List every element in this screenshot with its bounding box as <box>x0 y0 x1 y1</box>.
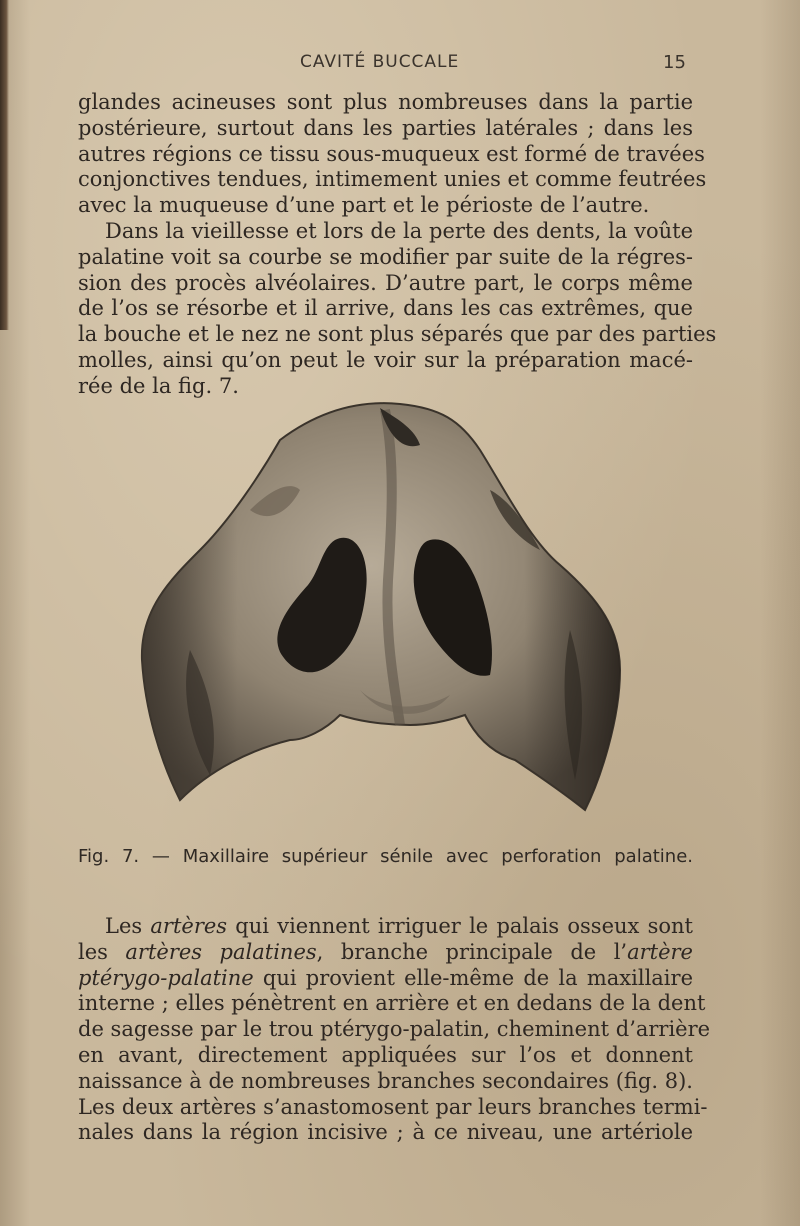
italic-term: artères palatines <box>125 939 317 964</box>
text-run: les <box>78 939 126 964</box>
running-head <box>0 52 800 82</box>
page-number: 15 <box>663 52 686 73</box>
text-line <box>78 914 693 940</box>
senile-maxilla-illustration <box>130 390 630 825</box>
text-line: palatine voit sa courbe se modifier par suite de la régres- <box>78 244 693 269</box>
text-line: conjonctives tendues, intimement unies et comme feutrées <box>78 167 707 192</box>
text-line: molles, ainsi qu’on peut le voir sur la préparation macé- <box>78 347 693 372</box>
book-binding-shadow <box>0 0 9 330</box>
italic-term: artères <box>150 914 228 938</box>
text-line: la bouche et le nez ne sont plus séparés que par des parties <box>78 322 717 347</box>
paragraph-3 <box>78 914 711 1146</box>
figure-maxilla-image <box>130 390 630 825</box>
text-line: autres régions ce tissu sous-muqueux est formé de travées <box>78 141 705 166</box>
text-line <box>78 940 693 966</box>
text-line: postérieure, surtout dans les parties latérales ; dans les <box>78 115 693 140</box>
text-line: Les deux artères s’anastomosent par leurs branches termi- <box>78 1094 708 1119</box>
text-line: Dans la vieillesse et lors de la perte des dents, la voûte <box>105 218 693 243</box>
text-line: sion des procès alvéolaires. D’autre part, le corps même <box>78 270 693 295</box>
text-line: interne ; elles pénètrent en arrière et en dedans de la dent <box>78 991 706 1016</box>
text-line <box>78 966 693 992</box>
italic-term: artère <box>627 939 693 964</box>
text-run: Les <box>105 914 151 938</box>
text-run: , branche principale de l’ <box>316 939 628 964</box>
text-line: naissance à de nombreuses branches secondaires (fig. 8). <box>78 1068 693 1093</box>
text-line: rée de la fig. 7. <box>78 373 239 398</box>
italic-term: ptérygo-palatine <box>78 965 254 990</box>
text-run: qui provient elle-même de la maxillaire <box>253 965 693 990</box>
figure-caption: Fig. 7. — Maxillaire supérieur sénile avec perforation palatine. <box>78 846 693 867</box>
text-line: de l’os se résorbe et il arrive, dans les cas extrêmes, que <box>78 296 693 321</box>
paragraph-1 <box>78 90 717 400</box>
text-line: de sagesse par le trou ptérygo-palatin, cheminent d’arrière <box>78 1017 711 1042</box>
text-line: en avant, directement appliquées sur l’os et donnent <box>78 1042 693 1067</box>
text-run: qui viennent irriguer le palais osseux sont <box>227 914 693 938</box>
running-head-title: CAVITÉ BUCCALE <box>300 52 460 72</box>
text-line: nales dans la région incisive ; à ce niveau, une artériole <box>78 1120 693 1145</box>
text-line: glandes acineuses sont plus nombreuses dans la partie <box>78 90 693 114</box>
text-line: avec la muqueuse d’une part et le périoste de l’autre. <box>78 193 650 218</box>
